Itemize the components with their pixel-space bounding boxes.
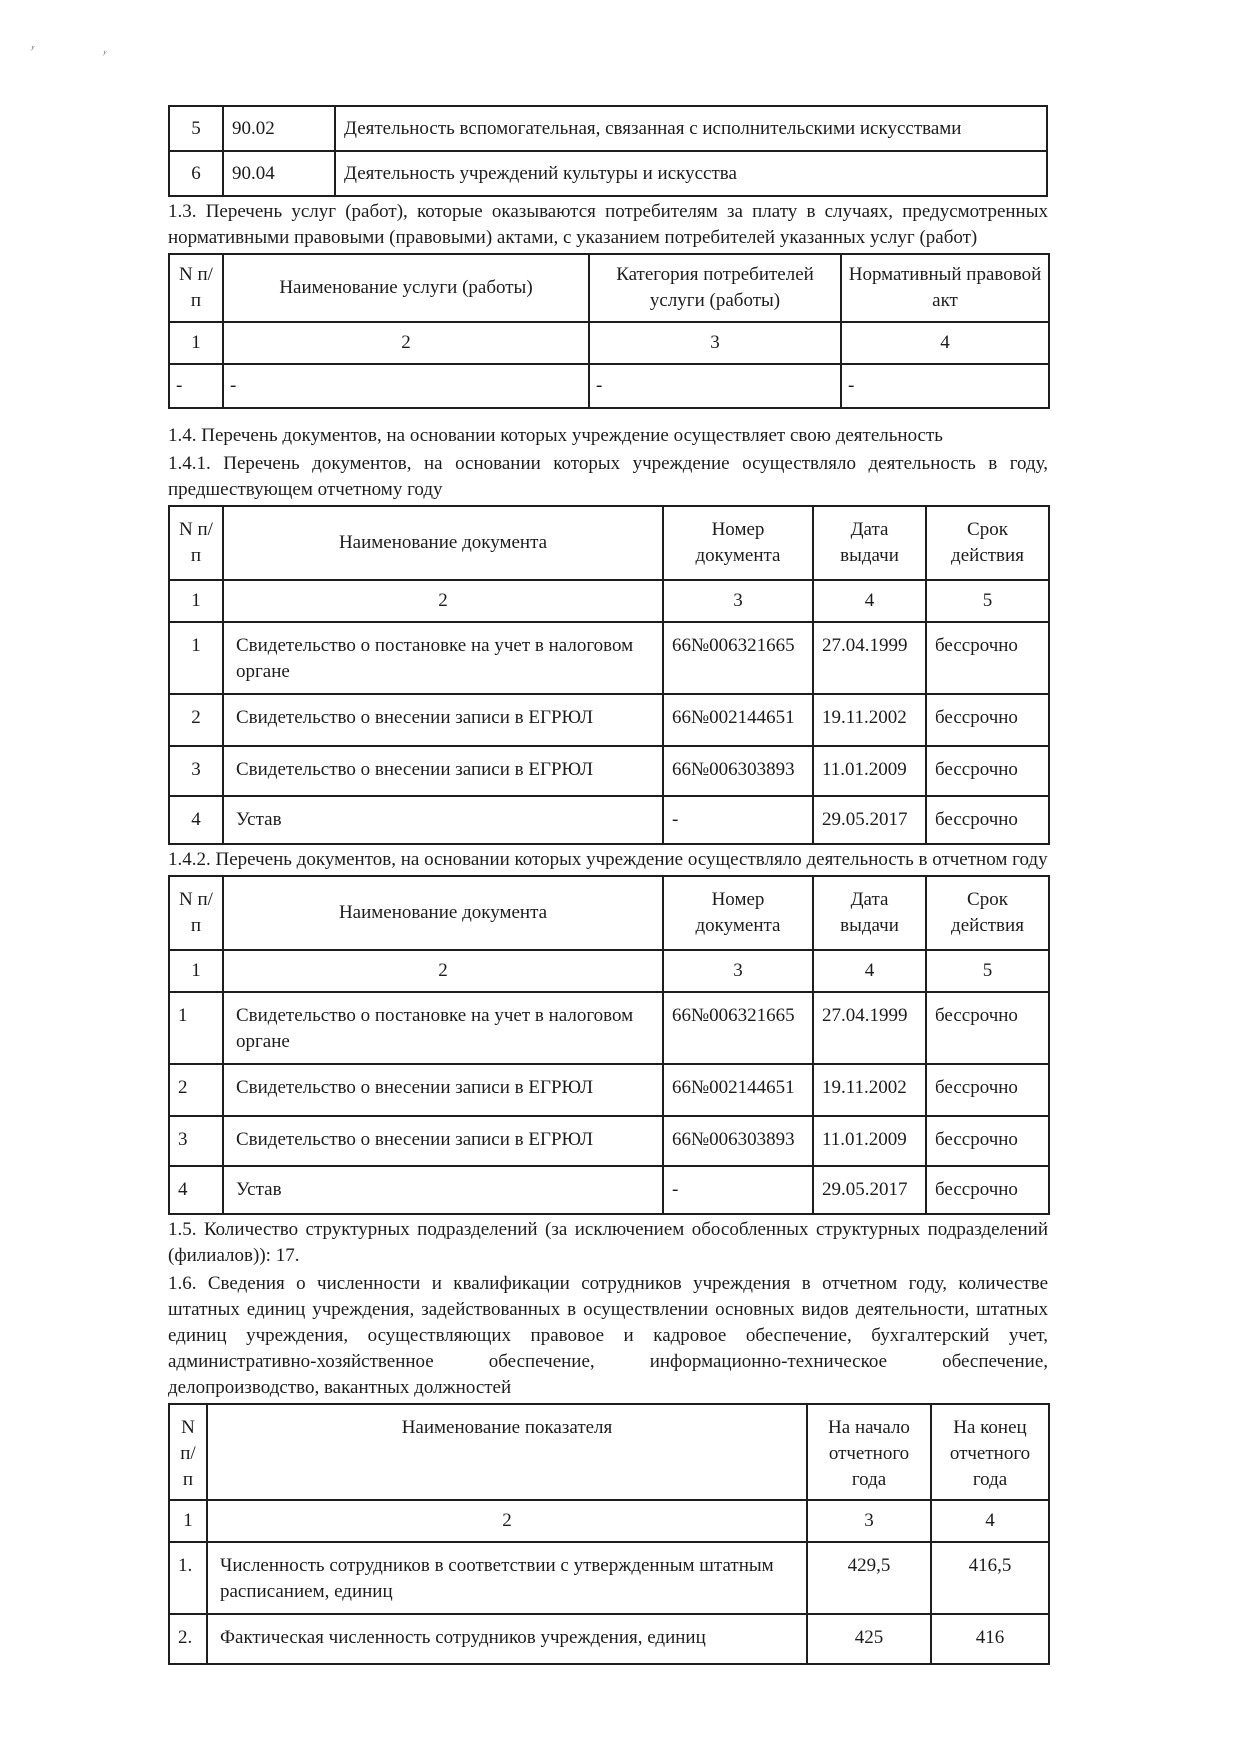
header-cell: Наименование документа — [223, 876, 663, 950]
row-number-cell: 2 — [169, 694, 223, 746]
section-1-5-text: 1.5. Количество структурных подразделений (за исключением обособленных структурных подразделений (филиалов)): 17. — [168, 1219, 1048, 1266]
table-row — [169, 992, 1049, 1064]
header-cell: Срок действия — [926, 876, 1049, 950]
column-number-cell: 2 — [223, 580, 663, 622]
column-number-cell: 2 — [223, 950, 663, 992]
year-end-value-cell: 416,5 — [931, 1542, 1049, 1614]
table-header-row — [169, 1404, 1049, 1500]
document-name-cell: Свидетельство о внесении записи в ЕГРЮЛ — [223, 746, 663, 796]
issue-date-cell: 29.05.2017 — [813, 1166, 926, 1214]
section-1-4-title: 1.4. Перечень документов, на основании которых учреждение осуществляет свою деятельность — [168, 425, 943, 446]
column-number-cell: 3 — [807, 1500, 931, 1542]
section-1-3-intro: 1.3. Перечень услуг (работ), которые оказываются потребителям за плату в случаях, предусмотренных нормативными правовыми (правовыми) актами, с указанием потребителей указанных услуг (работ) — [168, 201, 1048, 248]
header-cell: Дата выдачи — [813, 876, 926, 950]
issue-date-cell: 19.11.2002 — [813, 1064, 926, 1116]
issue-date-cell: 27.04.1999 — [813, 992, 926, 1064]
table-row — [169, 151, 1047, 196]
section-1-4-2-title: 1.4.2. Перечень документов, на основании которых учреждение осуществляло деятельность в отчетном году — [168, 849, 1048, 870]
validity-cell: бессрочно — [926, 1116, 1049, 1166]
header-cell: N п/п — [169, 876, 223, 950]
section-1-4-1-title: 1.4.1. Перечень документов, на основании которых учреждение осуществляло деятельность в году, предшествующем отчетному году — [168, 453, 1048, 500]
table-row — [169, 1116, 1049, 1166]
document-name-cell: Свидетельство о внесении записи в ЕГРЮЛ — [223, 1064, 663, 1116]
document-number-cell: 66№006303893 — [663, 1116, 813, 1166]
header-cell: Номер документа — [663, 876, 813, 950]
year-start-value-cell: 425 — [807, 1614, 931, 1664]
indicator-name-cell: Численность сотрудников в соответствии с утвержденным штатным расписанием, единиц — [207, 1542, 807, 1614]
validity-cell: бессрочно — [926, 1064, 1049, 1116]
validity-cell: бессрочно — [926, 746, 1049, 796]
activity-name-cell: Деятельность учреждений культуры и искусства — [335, 151, 1047, 196]
row-number-cell: 1. — [169, 1542, 207, 1614]
column-number-row — [169, 950, 1049, 992]
header-cell: Срок действия — [926, 506, 1049, 580]
document-name-cell: Устав — [223, 796, 663, 844]
row-number-cell: 6 — [169, 151, 223, 196]
column-number-cell: 3 — [663, 580, 813, 622]
document-name-cell: Устав — [223, 1166, 663, 1214]
year-start-value-cell: 429,5 — [807, 1542, 931, 1614]
issue-date-cell: 29.05.2017 — [813, 796, 926, 844]
row-number-cell: 4 — [169, 1166, 223, 1214]
document-name-cell: Свидетельство о постановке на учет в налоговом органе — [223, 622, 663, 694]
paid-services-table — [168, 253, 1050, 409]
document-number-cell: - — [663, 1166, 813, 1214]
table-row — [169, 1166, 1049, 1214]
okved-activities-table — [168, 105, 1048, 197]
table-row — [169, 1614, 1049, 1664]
column-number-cell: 3 — [663, 950, 813, 992]
scan-artifact: ʸ — [29, 42, 36, 56]
column-number-cell: 5 — [926, 950, 1049, 992]
header-cell: N п/п — [169, 254, 223, 322]
column-number-cell: 1 — [169, 580, 223, 622]
activity-name-cell: Деятельность вспомогательная, связанная с исполнительскими искусствами — [335, 106, 1047, 151]
column-number-cell: 4 — [813, 950, 926, 992]
empty-cell: - — [223, 364, 589, 408]
validity-cell: бессрочно — [926, 622, 1049, 694]
document-number-cell: 66№002144651 — [663, 1064, 813, 1116]
issue-date-cell: 11.01.2009 — [813, 1116, 926, 1166]
column-number-cell: 3 — [589, 322, 841, 364]
column-number-row — [169, 322, 1049, 364]
column-number-cell: 4 — [931, 1500, 1049, 1542]
document-name-cell: Свидетельство о внесении записи в ЕГРЮЛ — [223, 1116, 663, 1166]
header-cell: Нормативный правовой акт — [841, 254, 1049, 322]
table-header-row — [169, 254, 1049, 322]
column-number-row — [169, 580, 1049, 622]
empty-cell: - — [589, 364, 841, 408]
table-row — [169, 1064, 1049, 1116]
empty-cell: - — [841, 364, 1049, 408]
documents-table-previous-year — [168, 505, 1050, 845]
header-cell: Категория потребителей услуги (работы) — [589, 254, 841, 322]
column-number-cell: 1 — [169, 1500, 207, 1542]
validity-cell: бессрочно — [926, 992, 1049, 1064]
okved-code-cell: 90.04 — [223, 151, 335, 196]
column-number-cell: 1 — [169, 950, 223, 992]
row-number-cell: 3 — [169, 746, 223, 796]
empty-cell: - — [169, 364, 223, 408]
header-cell: На начало отчетного года — [807, 1404, 931, 1500]
indicator-name-cell: Фактическая численность сотрудников учреждения, единиц — [207, 1614, 807, 1664]
header-cell: Номер документа — [663, 506, 813, 580]
issue-date-cell: 11.01.2009 — [813, 746, 926, 796]
row-number-cell: 2 — [169, 1064, 223, 1116]
document-name-cell: Свидетельство о постановке на учет в налоговом органе — [223, 992, 663, 1064]
column-number-cell: 5 — [926, 580, 1049, 622]
document-content — [168, 103, 1048, 1667]
table-row — [169, 364, 1049, 408]
header-cell: Дата выдачи — [813, 506, 926, 580]
header-cell: На конец отчетного года — [931, 1404, 1049, 1500]
table-row — [169, 106, 1047, 151]
table-row — [169, 1542, 1049, 1614]
section-1-6-text: 1.6. Сведения о численности и квалификации сотрудников учреждения в отчетном году, количестве штатных единиц учреждения, задействованных в осуществлении основных видов деятельности, штатных единиц учреждения, осуществляющих правовое и кадровое обеспечение, бухгалтерский учет, административно-хозяйственное обеспечение, информационно-техническое обеспечение, делопроизводство, вакантных должностей — [168, 1273, 1048, 1398]
validity-cell: бессрочно — [926, 796, 1049, 844]
column-number-cell: 1 — [169, 322, 223, 364]
document-number-cell: 66№002144651 — [663, 694, 813, 746]
row-number-cell: 1 — [169, 992, 223, 1064]
row-number-cell: 1 — [169, 622, 223, 694]
header-cell: N п/п — [169, 1404, 207, 1500]
column-number-cell: 2 — [223, 322, 589, 364]
row-number-cell: 3 — [169, 1116, 223, 1166]
row-number-cell: 4 — [169, 796, 223, 844]
header-cell: Наименование показателя — [207, 1404, 807, 1500]
table-header-row — [169, 506, 1049, 580]
table-row — [169, 694, 1049, 746]
documents-table-reporting-year — [168, 875, 1050, 1215]
column-number-cell: 2 — [207, 1500, 807, 1542]
issue-date-cell: 19.11.2002 — [813, 694, 926, 746]
header-cell: Наименование услуги (работы) — [223, 254, 589, 322]
row-number-cell: 5 — [169, 106, 223, 151]
document-number-cell: 66№006303893 — [663, 746, 813, 796]
document-number-cell: 66№006321665 — [663, 622, 813, 694]
okved-code-cell: 90.02 — [223, 106, 335, 151]
staff-numbers-table — [168, 1403, 1050, 1665]
table-row — [169, 746, 1049, 796]
document-number-cell: - — [663, 796, 813, 844]
issue-date-cell: 27.04.1999 — [813, 622, 926, 694]
column-number-cell: 4 — [813, 580, 926, 622]
scan-artifact: ʸ — [101, 47, 108, 61]
column-number-cell: 4 — [841, 322, 1049, 364]
validity-cell: бессрочно — [926, 1166, 1049, 1214]
header-cell: N п/п — [169, 506, 223, 580]
document-number-cell: 66№006321665 — [663, 992, 813, 1064]
column-number-row — [169, 1500, 1049, 1542]
table-header-row — [169, 876, 1049, 950]
header-cell: Наименование документа — [223, 506, 663, 580]
table-row — [169, 622, 1049, 694]
row-number-cell: 2. — [169, 1614, 207, 1664]
document-name-cell: Свидетельство о внесении записи в ЕГРЮЛ — [223, 694, 663, 746]
validity-cell: бессрочно — [926, 694, 1049, 746]
table-row — [169, 796, 1049, 844]
year-end-value-cell: 416 — [931, 1614, 1049, 1664]
